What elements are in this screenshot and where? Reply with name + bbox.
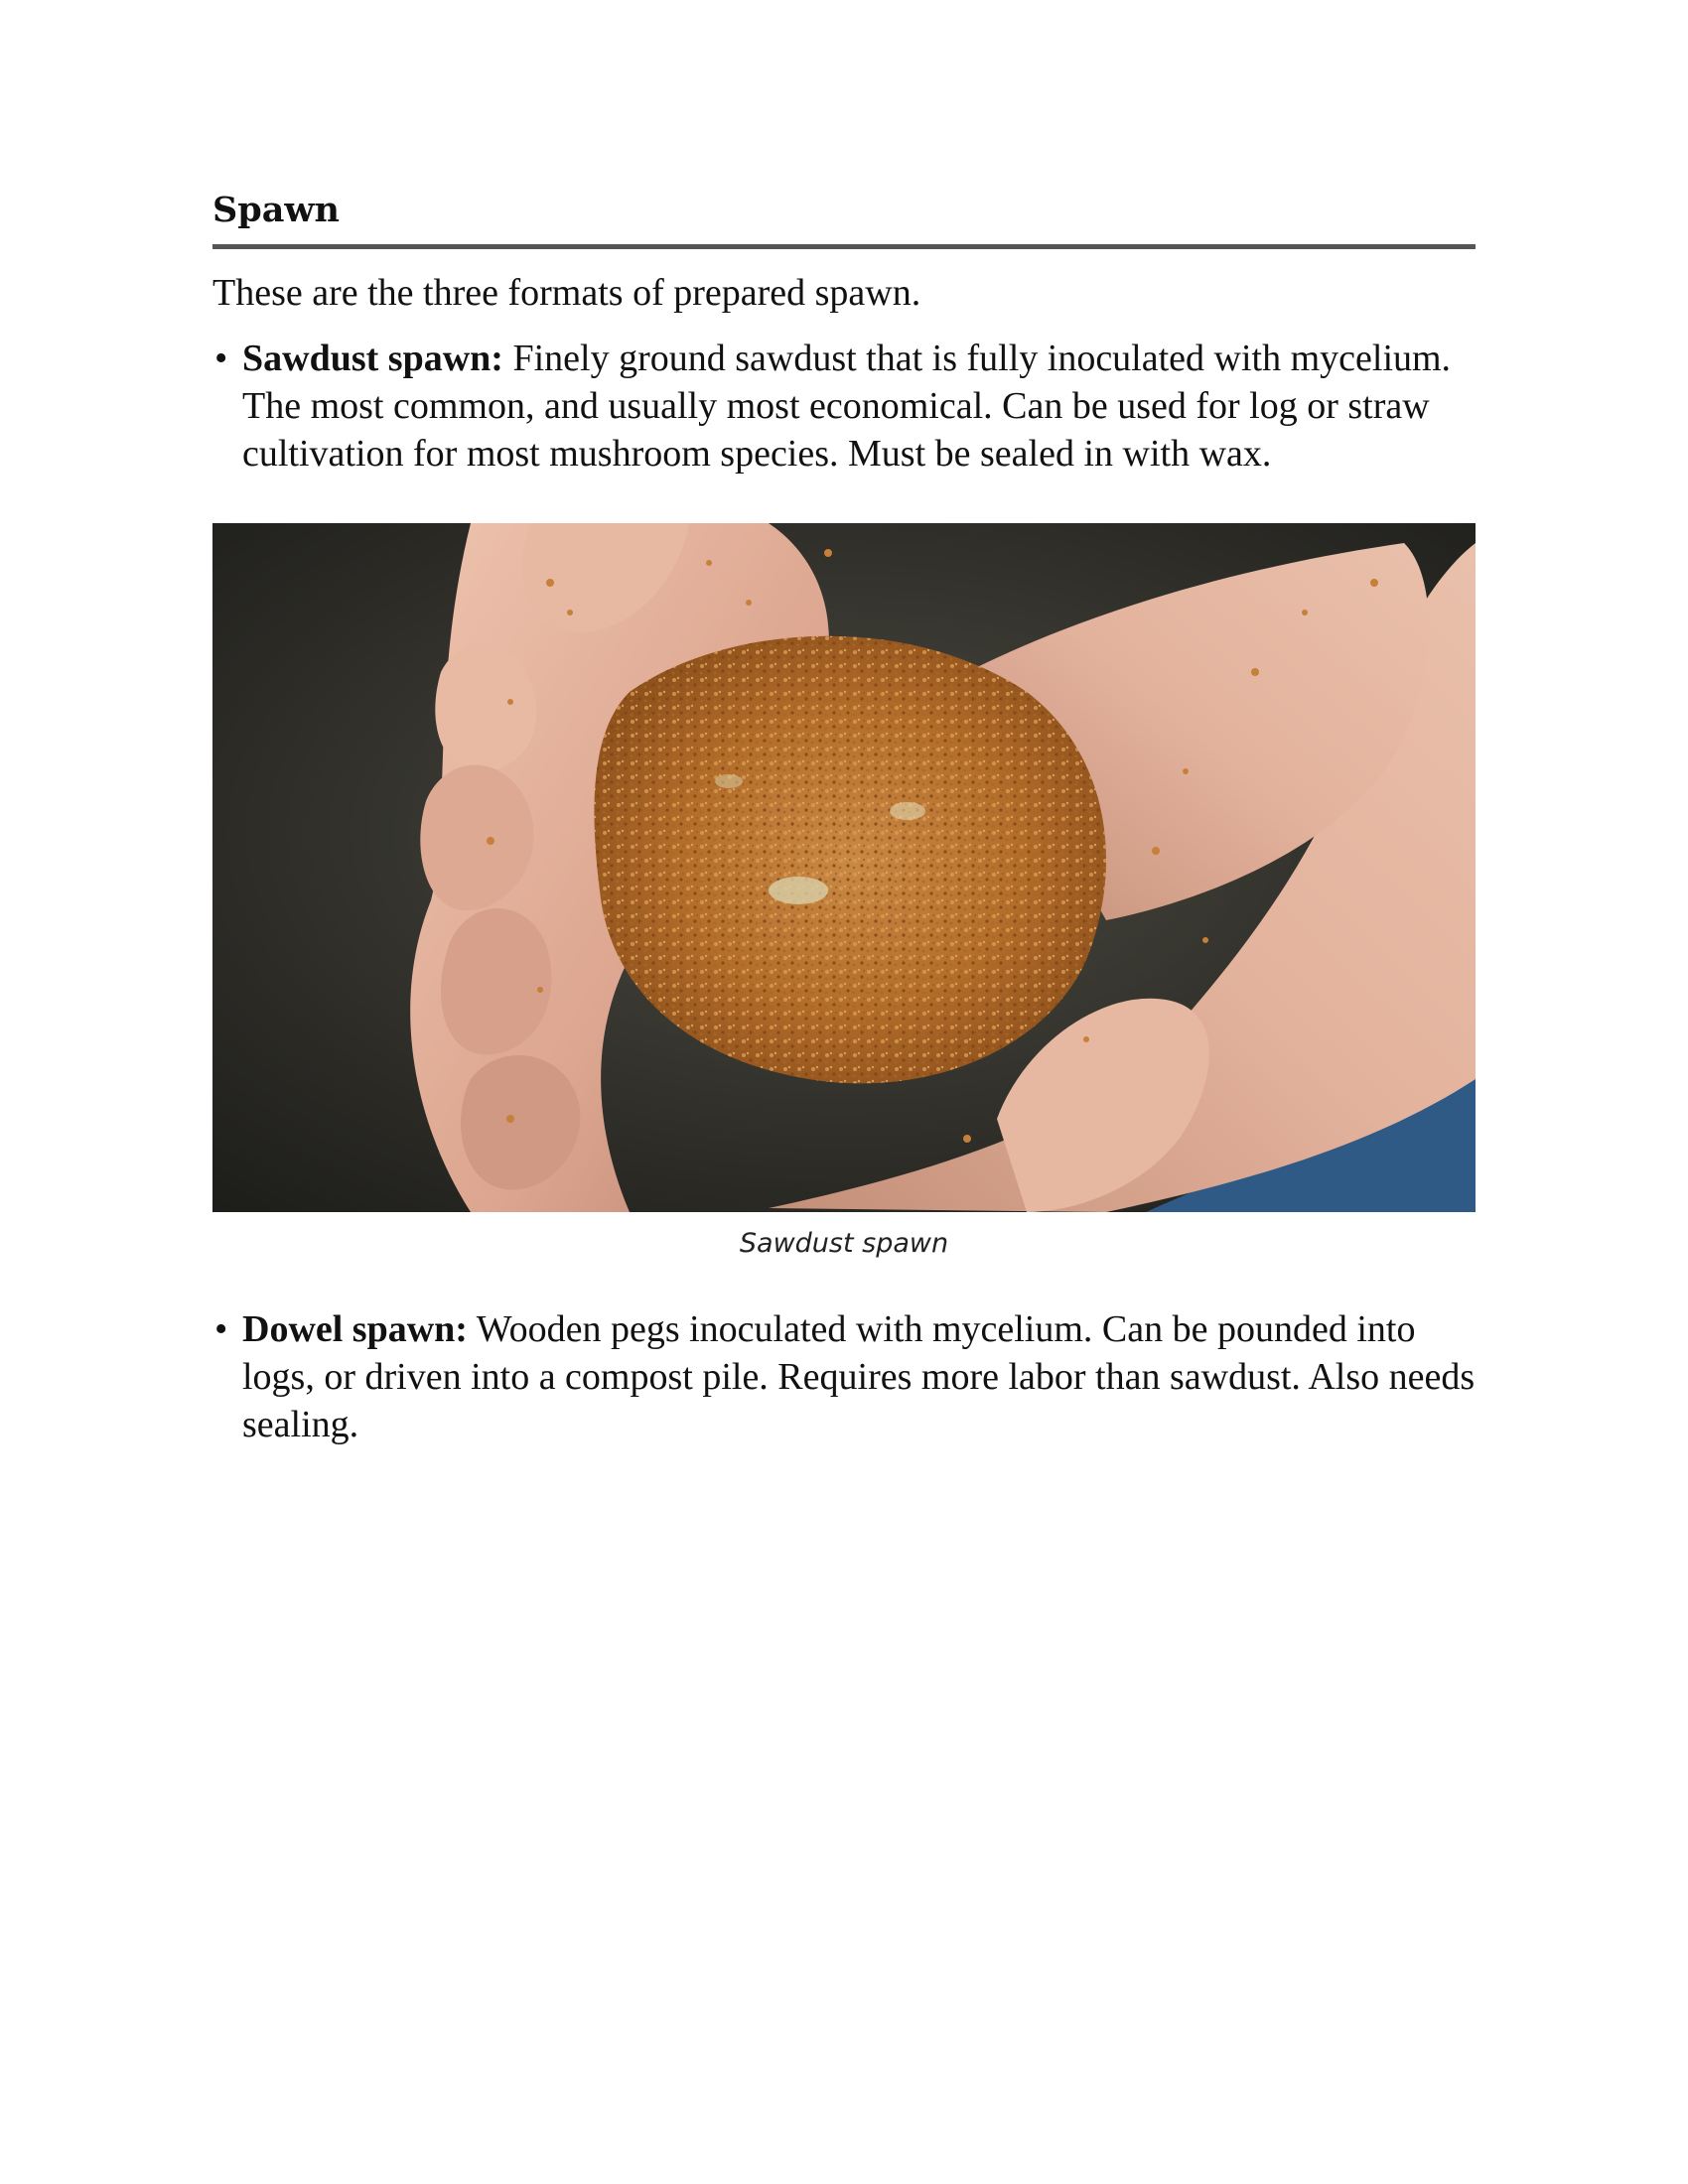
bullet-term: Dowel spawn:	[242, 1308, 468, 1350]
bullet-marker: •	[214, 1308, 228, 1350]
list-item-sawdust-spawn	[212, 335, 1476, 478]
intro-paragraph: These are the three formats of prepared spawn.	[212, 272, 921, 314]
section-title: Spawn	[212, 189, 1476, 249]
figure-sawdust-spawn	[212, 523, 1476, 1262]
bullet-text: Wooden pegs inoculated with mycelium. Can be pounded into logs, or driven into a compost pile. Requires more labor than sawdust. Also needs sealing.	[242, 1308, 1476, 1445]
bullet-text: Finely ground sawdust that is fully inoculated with mycelium. The most common, and usually most economical. Can be used for log or straw cultivation for most mushroom species. Must be sealed in with wax.	[242, 338, 1452, 475]
figure-caption: Sawdust spawn	[739, 1228, 949, 1259]
bullet-term: Sawdust spawn:	[242, 338, 503, 379]
bullet-marker: •	[214, 338, 228, 379]
list-item-dowel-spawn	[212, 1305, 1476, 1448]
page-content	[212, 189, 1476, 1448]
sawdust-spawn-photo	[212, 523, 1476, 1212]
